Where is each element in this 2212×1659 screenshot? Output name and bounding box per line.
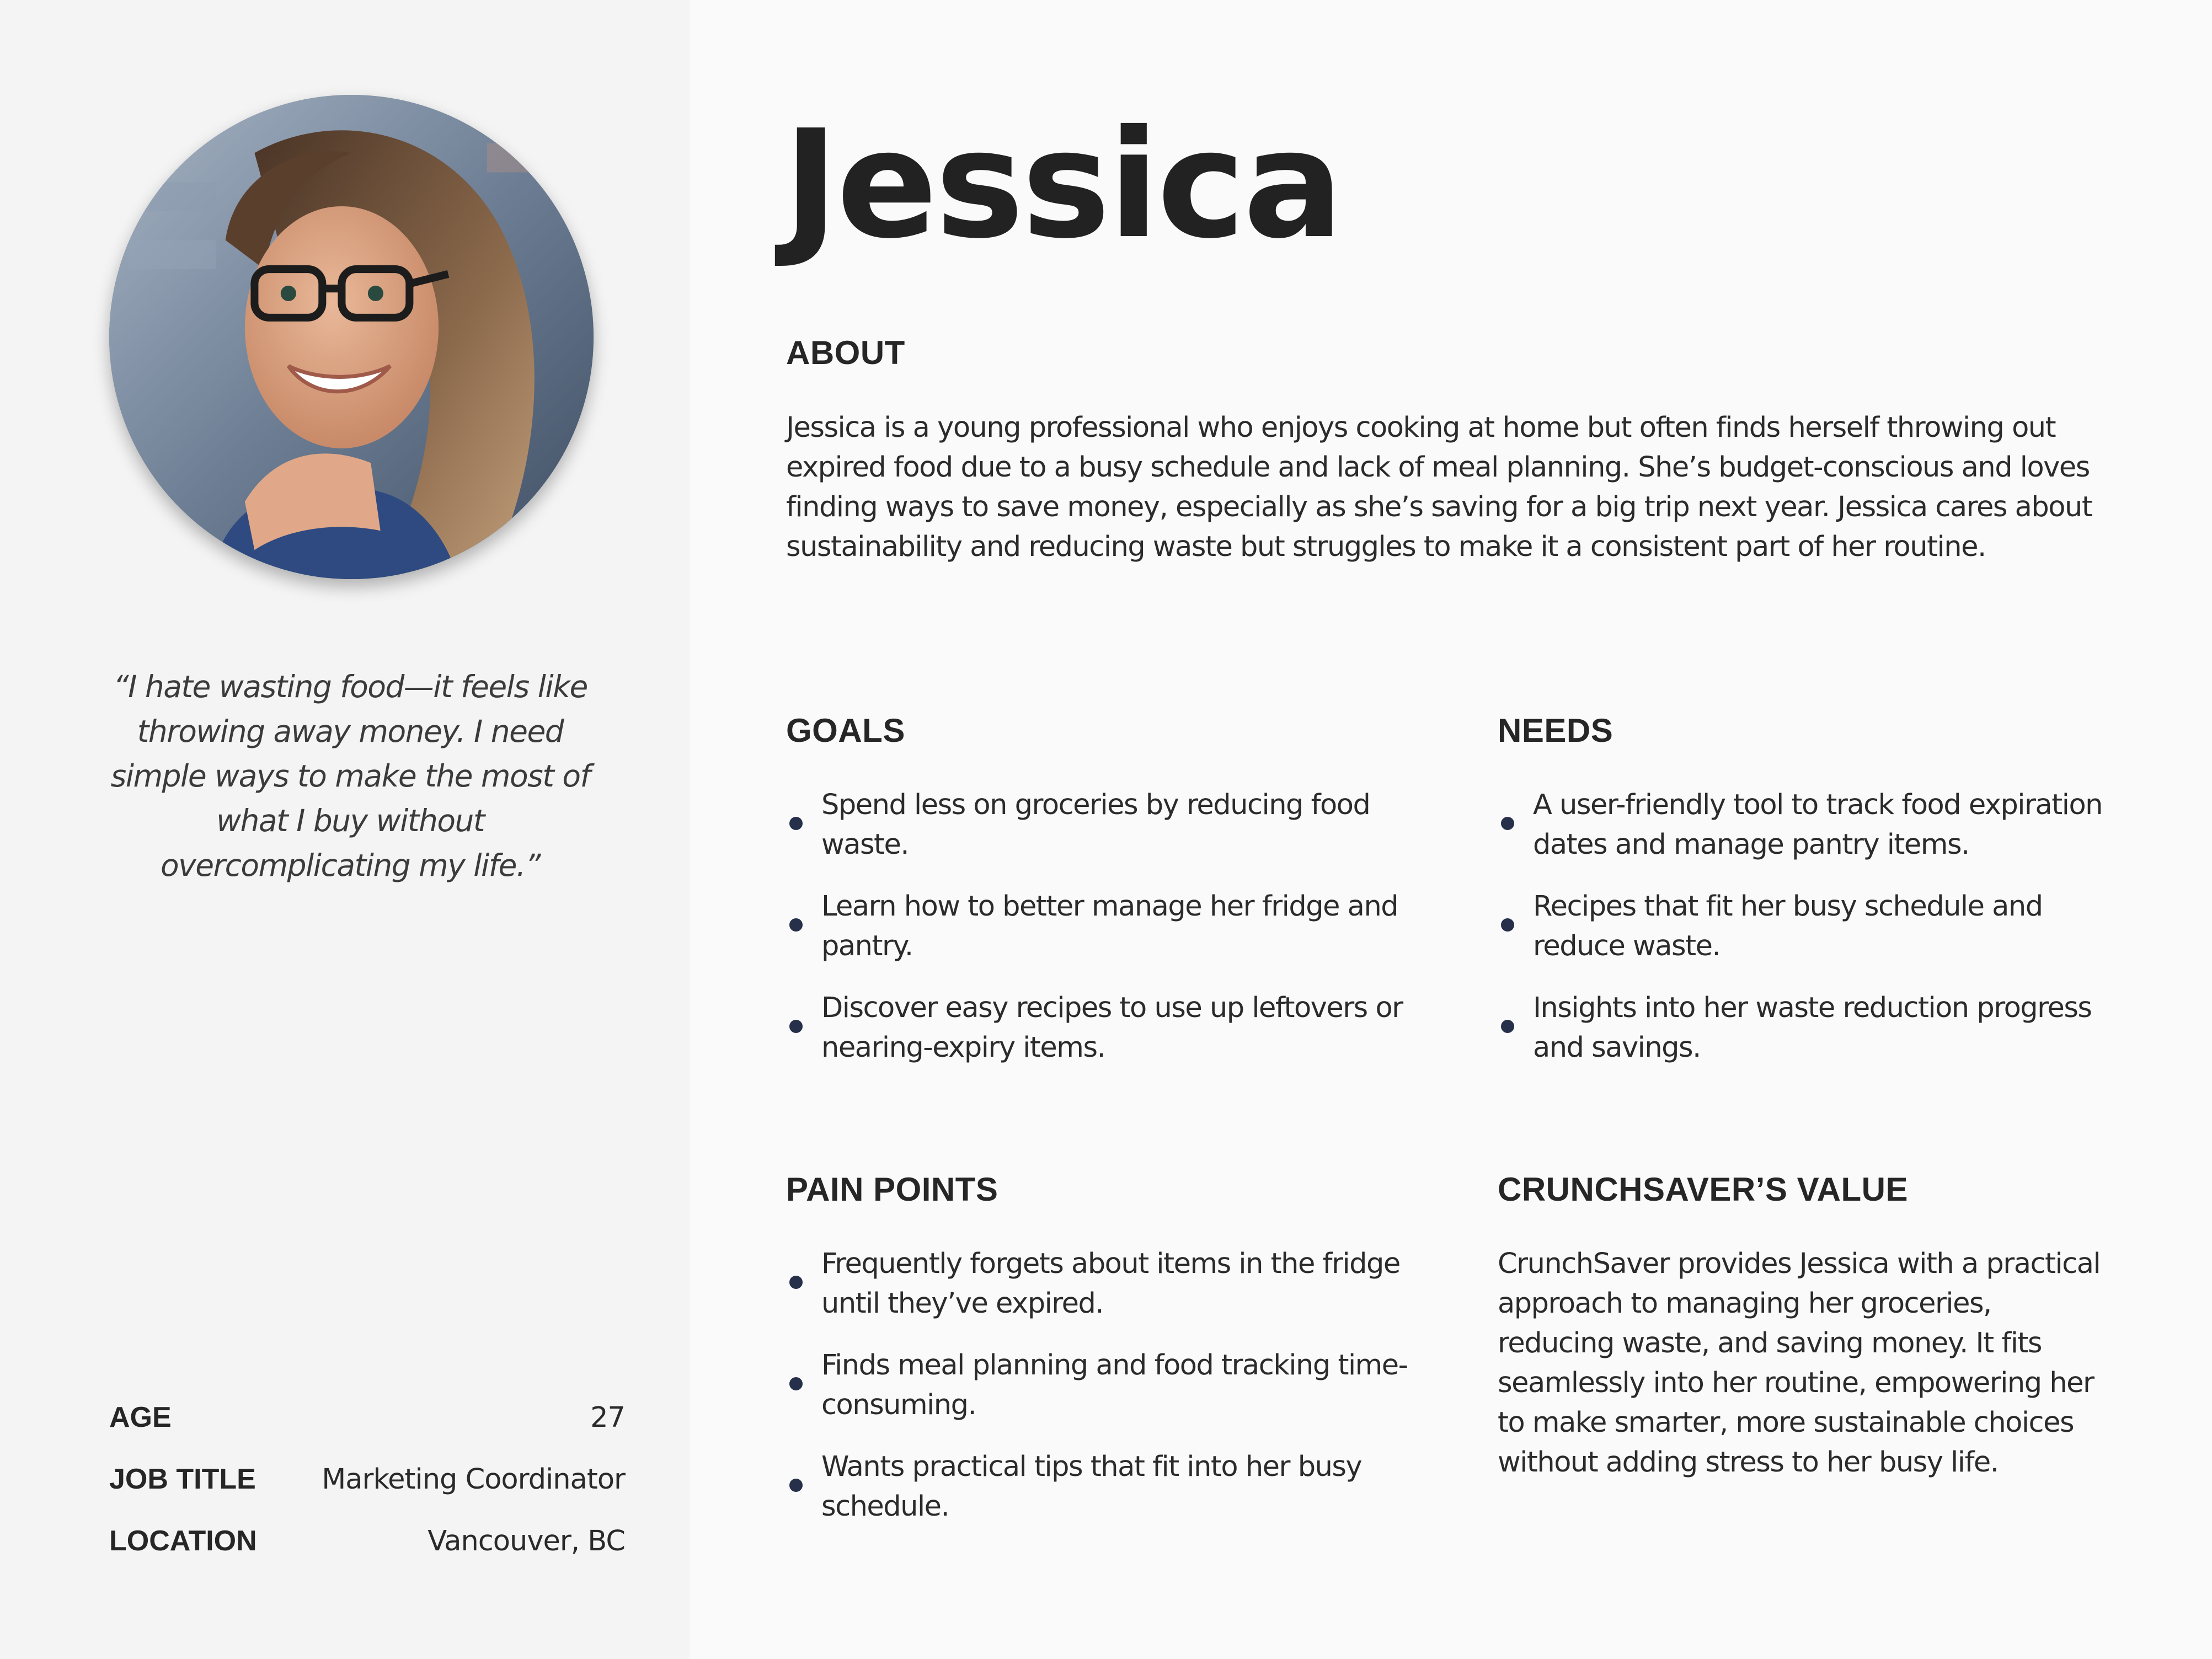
list-item-text: Insights into her waste reduction progress and savings. [1533,992,2092,1064]
list-item-text: Finds meal planning and food tracking time-consuming. [821,1349,1408,1421]
fact-value: 27 [590,1401,625,1434]
fact-value: Marketing Coordinator [322,1463,625,1496]
about-text: Jessica is a young professional who enjoys cooking at home but often finds herself throwing out expired food due to a busy schedule and lack of meal planning. She’s budget-conscious and loves finding ways to save money, especially as she’s saving for a big trip next year. Jessica cares about sustainability and reducing waste but struggles to make it a consistent part of her routine. [786,411,2092,563]
list-item [786,988,1426,1068]
goals-heading: GOALS [786,712,905,749]
pain-points-list [786,1244,1426,1549]
persona-sidebar [0,0,690,1659]
bullet-icon [789,817,803,830]
goals-list [786,785,1426,1090]
value-text: CrunchSaver provides Jessica with a practical approach to managing her groceries, reducing waste, and saving money. It fits seamlessly into her routine, empowering her to make smarter, more sustainable choices without adding stress to her busy life. [1498,1248,2101,1479]
bullet-icon [1501,1020,1514,1033]
list-item-text: Frequently forgets about items in the fridge until they’ve expired. [821,1248,1400,1320]
list-item-text: A user-friendly tool to track food expiration dates and manage pantry items. [1533,789,2102,861]
bullet-icon [789,1377,803,1390]
list-item [786,1447,1426,1527]
list-item [786,1244,1426,1324]
bullet-icon [789,1276,803,1289]
list-item [786,1346,1426,1425]
persona-name: Jessica [783,98,1342,271]
bullet-icon [789,1020,803,1033]
fact-value: Vancouver, BC [428,1525,625,1558]
avatar [109,95,594,579]
fact-location [109,1524,625,1586]
pain-points-heading: PAIN POINTS [786,1171,998,1208]
list-item-text: Recipes that fit her busy schedule and reduce waste. [1533,890,2043,962]
bullet-icon [1501,817,1514,830]
fact-label: LOCATION [109,1525,257,1557]
about-heading: ABOUT [786,334,905,371]
needs-heading: NEEDS [1498,712,1613,749]
needs-list [1498,785,2138,1090]
list-item-text: Discover easy recipes to use up leftovers or nearing-expiry items. [821,992,1403,1064]
bullet-icon [789,1479,803,1492]
list-item-text: Wants practical tips that fit into her busy schedule. [821,1451,1362,1523]
fact-label: JOB TITLE [109,1463,256,1495]
list-item-text: Spend less on groceries by reducing food waste. [821,789,1370,861]
list-item [786,887,1426,966]
bullet-icon [1501,918,1514,932]
fact-job-title [109,1463,625,1524]
value-heading: CRUNCHSAVER’S VALUE [1498,1171,1909,1208]
list-item-text: Learn how to better manage her fridge and pantry. [821,890,1398,962]
person-photo-icon [109,95,594,579]
list-item [1498,988,2138,1068]
fact-label: AGE [109,1401,172,1433]
list-item [1498,785,2138,865]
persona-quote: “I hate wasting food—it feels like throwing away money. I need simple ways to make the most of what I buy without overcomplicating my life.” [110,669,590,883]
persona-facts [109,1401,625,1586]
bullet-icon [789,918,803,932]
fact-age [109,1401,625,1463]
list-item [786,785,1426,865]
list-item [1498,887,2138,966]
